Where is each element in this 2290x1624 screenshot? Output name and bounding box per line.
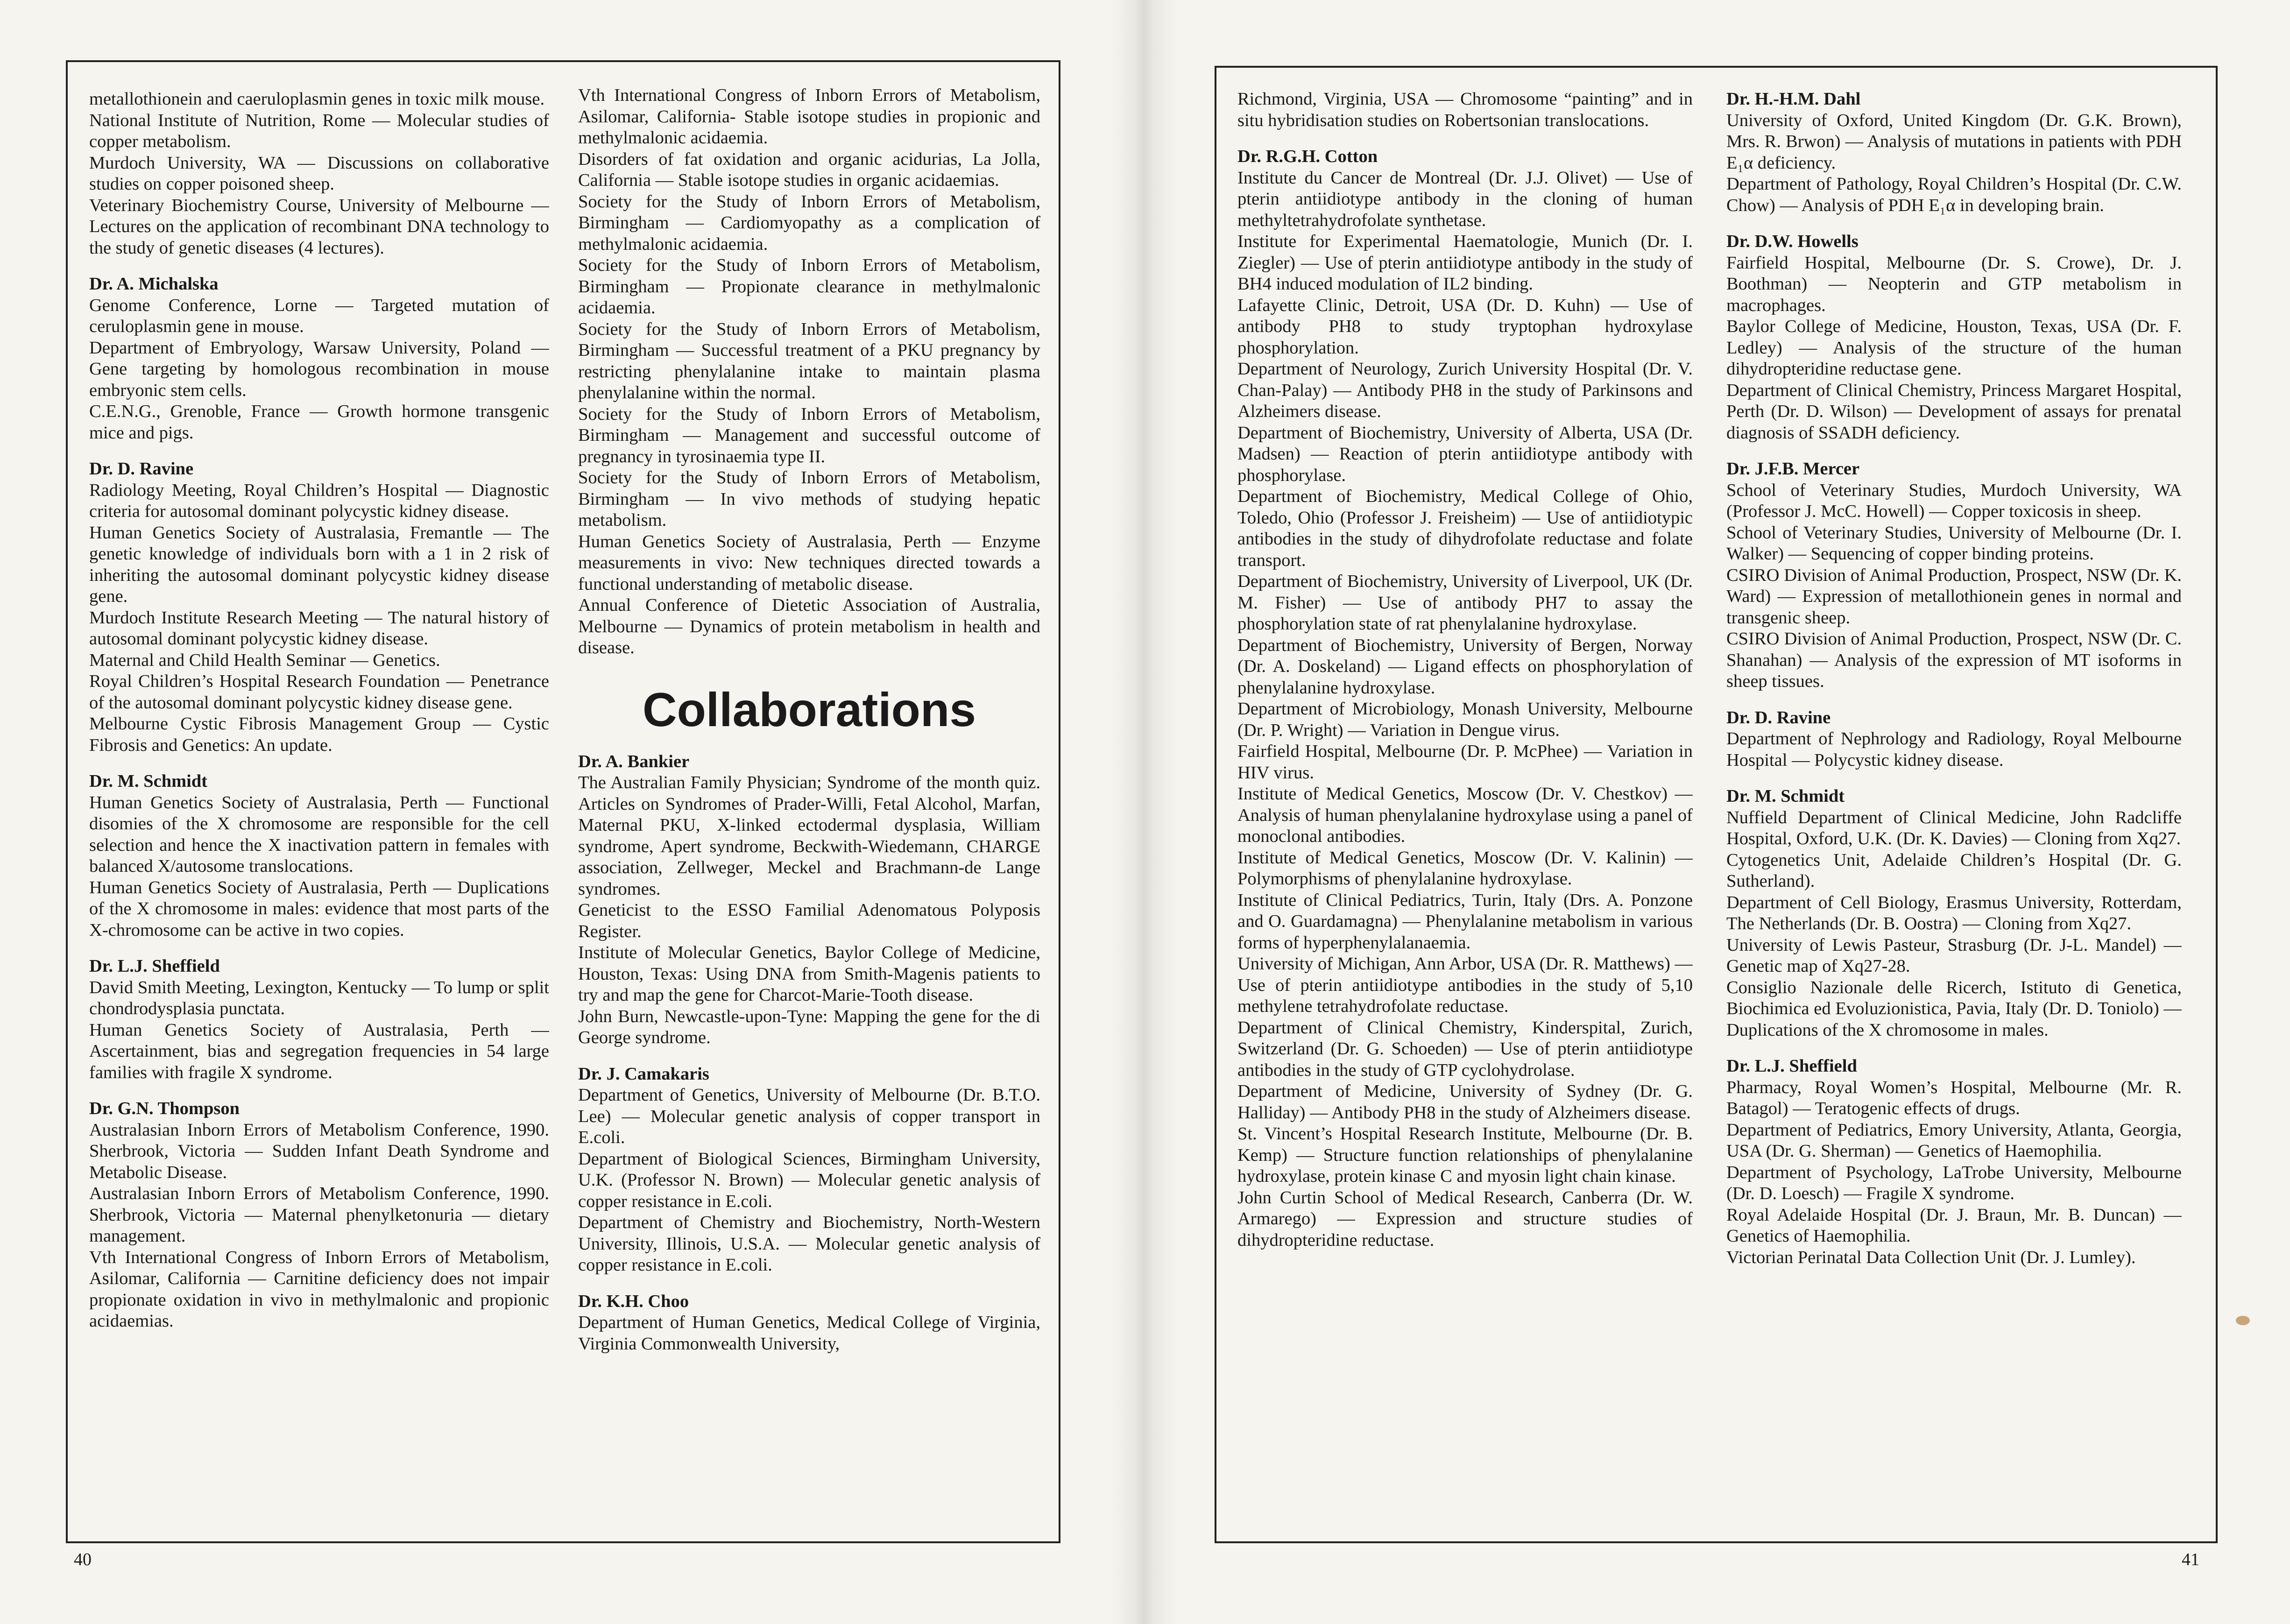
spacer: [1237, 131, 1693, 146]
person-entry-block: [578, 1291, 1040, 1355]
person-entry-block: [1726, 231, 2182, 444]
section-title: Collaborations: [642, 683, 976, 736]
continued-entry: Society for the Study of Inborn Errors of Metabolism, Birmingham — In vivo methods of studying hepatic metabolism.: [578, 468, 1040, 530]
continued-entry: Society for the Study of Inborn Errors of Metabolism, Birmingham — Propionate clearance in methylmalonic acidaemia.: [578, 255, 1040, 318]
continued-entry: Annual Conference of Dietetic Association of Australia, Melbourne — Dynamics of protein metabolism in health and disease.: [578, 595, 1040, 657]
person-name: Dr. H.-H.M. Dahl: [1726, 89, 1861, 109]
entry-text: Fairfield Hospital, Melbourne (Dr. P. McPhee) — Variation in HIV virus.: [1237, 741, 1693, 783]
continued-entry: Human Genetics Society of Australasia, Perth — Enzyme measurements in vivo: New techniques directed towards a functional understanding of metabolic disease.: [578, 531, 1040, 594]
entry-text: Institute of Medical Genetics, Moscow (Dr. V. Chestkov) — Analysis of human phenylalanine hydroxylase using a panel of monoclonal antibodies.: [1237, 784, 1693, 846]
entry-text: Royal Children’s Hospital Research Foundation — Penetrance of the autosomal dominant polycystic kidney disease gene.: [89, 671, 549, 713]
entry-text: Nuffield Department of Clinical Medicine, John Radcliffe Hospital, Oxford, U.K. (Dr. K. Davies) — Cloning from Xq27.: [1726, 807, 2182, 848]
entry-text: Department of Embryology, Warsaw University, Poland — Gene targeting by homologous recombination in mouse embryonic stem cells.: [89, 338, 549, 400]
person-entry-block: [1726, 89, 2182, 216]
entry-text: Department of Chemistry and Biochemistry, North-Western University, Illinois, U.S.A. — Molecular genetic analysis of copper resistance in E.coli.: [578, 1213, 1040, 1275]
person-entry-block: [578, 1064, 1040, 1276]
entry-text: CSIRO Division of Animal Production, Prospect, NSW (Dr. K. Ward) — Expression of metallothionein genes in normal and transgenic sheep.: [1726, 565, 2182, 628]
person-entry-block: [1726, 786, 2182, 1041]
entry-text: Department of Neurology, Zurich University Hospital (Dr. V. Chan-Palay) — Antibody PH8 in the study of Parkinsons and Alzheimers disease.: [1237, 359, 1693, 421]
person-name: Dr. R.G.H. Cotton: [1237, 147, 1378, 166]
entry-text: Human Genetics Society of Australasia, Perth — Duplications of the X chromosome in males: evidence that most parts of the X-chromosome can be active in two copies.: [89, 877, 549, 940]
continued-entry: Society for the Study of Inborn Errors of Metabolism, Birmingham — Successful treatment of a PKU pregnancy by restricting phenylalanine intake to maintain plasma phenylalanine within the normal.: [578, 319, 1040, 402]
entry-text: Australasian Inborn Errors of Metabolism Conference, 1990. Sherbrook, Victoria — Maternal phenylketonuria — dietary management.: [89, 1184, 549, 1246]
person-entry-block: [89, 771, 549, 941]
person-entry-block: [89, 274, 549, 444]
person-name: Dr. G.N. Thompson: [89, 1099, 240, 1118]
person-name: Dr. D. Ravine: [1726, 707, 1831, 727]
entry-text: Human Genetics Society of Australasia, Perth — Ascertainment, bias and segregation frequencies in 54 large families with fragile X syndrome.: [89, 1020, 549, 1082]
person-entry-block: [578, 751, 1040, 1049]
entry-text: Department of Biochemistry, University of Alberta, USA (Dr. Madsen) — Reaction of pterin antiidiotype antibody with phosphorylase.: [1237, 423, 1693, 485]
person-entry-block: [89, 459, 549, 756]
entry-text: Department of Nephrology and Radiology, Royal Melbourne Hospital — Polycystic kidney disease.: [1726, 729, 2182, 770]
continued-entry: Disorders of fat oxidation and organic acidurias, La Jolla, California — Stable isotope studies in organic acidaemias.: [578, 149, 1040, 190]
entry-text: David Smith Meeting, Lexington, Kentucky — To lump or split chondrodysplasia punctata.: [89, 977, 549, 1018]
entry-text: Department of Microbiology, Monash University, Melbourne (Dr. P. Wright) — Variation in Dengue virus.: [1237, 699, 1693, 740]
person-name: Dr. J.F.B. Mercer: [1726, 459, 1860, 479]
entry-text: Maternal and Child Health Seminar — Genetics.: [89, 650, 440, 670]
entry-text: Institute of Medical Genetics, Moscow (Dr. V. Kalinin) — Polymorphisms of phenylalanine hydroxylase.: [1237, 847, 1693, 889]
person-entry-block: [1726, 459, 2182, 692]
person-name: Dr. K.H. Choo: [578, 1291, 689, 1311]
entry-text: C.E.N.G., Grenoble, France — Growth hormone transgenic mice and pigs.: [89, 402, 549, 443]
entry-text: Department of Cell Biology, Erasmus University, Rotterdam, The Netherlands (Dr. B. Oostra) — Cloning from Xq27.: [1726, 892, 2182, 933]
entry-text: Vth International Congress of Inborn Errors of Metabolism, Asilomar, California — Carnitine deficiency does not impair propionate oxidation in vivo in methylmalonic and propionic acidaemias.: [89, 1247, 549, 1331]
entry-text: Lafayette Clinic, Detroit, USA (Dr. D. Kuhn) — Use of antibody PH8 to study tryptophan hydroxylase phosphorylation.: [1237, 295, 1693, 358]
entry-text: Institute for Experimental Haematologie, Munich (Dr. I. Ziegler) — Use of pterin antiidiotype antibody in the study of BH4 induced modulation of IL2 binding.: [1237, 232, 1693, 294]
page-fold-shadow: [1111, 0, 1177, 1624]
entry-text: The Australian Family Physician; Syndrome of the month quiz. Articles on Syndromes of Prader-Willi, Fetal Alcohol, Marfan, Maternal PKU, X-linked ectodermal dysplasia, William syndrome, Apert syndrome, Beckwith-Wiedemann, CHARGE association, Zellweger, Meckel and Brachmann-de Lange syndromes.: [578, 773, 1040, 899]
entry-text: Australasian Inborn Errors of Metabolism Conference, 1990. Sherbrook, Victoria — Sudden Infant Death Syndrome and Metabolic Disease.: [89, 1120, 549, 1182]
spacer: [578, 659, 1040, 674]
entry-text: Murdoch Institute Research Meeting — The natural history of autosomal dominant polycystic kidney disease.: [89, 607, 549, 649]
entry-text: Department of Medicine, University of Sydney (Dr. G. Halliday) — Antibody PH8 in the study of Alzheimers disease.: [1237, 1081, 1693, 1123]
continued-entry: Murdoch University, WA — Discussions on collaborative studies on copper poisoned sheep.: [89, 153, 549, 194]
entry-text: Genome Conference, Lorne — Targeted mutation of ceruloplasmin gene in mouse.: [89, 295, 549, 336]
entry-text: School of Veterinary Studies, Murdoch University, WA (Professor J. McC. Howell) — Copper toxicosis in sheep.: [1726, 480, 2182, 521]
person-name: Dr. A. Bankier: [578, 751, 690, 771]
continued-entry: metallothionein and caeruloplasmin genes in toxic milk mouse.: [89, 89, 545, 109]
entry-text: Institute du Cancer de Montreal (Dr. J.J. Olivet) — Use of pterin antiidiotype antibody in the cloning of human methyltetrahydrofolate synthetase.: [1237, 168, 1693, 230]
entry-text: Department of Biochemistry, Medical College of Ohio, Toledo, Ohio (Professor J. Freisheim) — Use of antiidiotypic antibodies in the study of dihydrofolate reductase and folate transport.: [1237, 487, 1693, 570]
person-name: Dr. D.W. Howells: [1726, 232, 1859, 251]
right-page-column-2: [1726, 89, 2182, 1532]
continued-entry: Vth International Congress of Inborn Errors of Metabolism, Asilomar, California- Stable isotope studies in propionic and methylmalonic acidaemia.: [578, 85, 1040, 148]
entry-text: Institute of Molecular Genetics, Baylor College of Medicine, Houston, Texas: Using DNA from Smith-Magenis patients to try and map the gene for Charcot-Marie-Tooth disease.: [578, 943, 1040, 1005]
entry-text: Cytogenetics Unit, Adelaide Children’s Hospital (Dr. G. Sutherland).: [1726, 850, 2182, 891]
entry-text: Pharmacy, Royal Women’s Hospital, Melbourne (Mr. R. Batagol) — Teratogenic effects of drugs.: [1726, 1077, 2182, 1118]
left-page-column-2: [578, 85, 1040, 1532]
right-page-column-1: [1237, 89, 1693, 1532]
entry-text: Department of Biochemistry, University of Bergen, Norway (Dr. A. Doskeland) — Ligand effects on phosphorylation of phenylalanine hydroxylase.: [1237, 635, 1693, 698]
entry-text: Department of Genetics, University of Melbourne (Dr. B.T.O. Lee) — Molecular genetic analysis of copper transport in E.coli.: [578, 1085, 1040, 1147]
entry-text: John Curtin School of Medical Research, Canberra (Dr. W. Armarego) — Expression and structure studies of dihydropteridine reductase.: [1237, 1187, 1693, 1250]
entry-text: St. Vincent’s Hospital Research Institute, Melbourne (Dr. B. Kemp) — Structure function relationships of phenylalanine hydroxylase, protein kinase C and myosin light chain kinase.: [1237, 1124, 1693, 1186]
entry-text: Consiglio Nazionale delle Ricerch, Istituto di Genetica, Biochimica ed Evoluzionistica, Pavia, Italy (Dr. D. Toniolo) — Duplications of the X chromosome in males.: [1726, 977, 2182, 1040]
entry-text: Victorian Perinatal Data Collection Unit (Dr. J. Lumley).: [1726, 1247, 2136, 1267]
continued-entry: Society for the Study of Inborn Errors of Metabolism, Birmingham — Cardiomyopathy as a complication of methylmalonic acidaemia.: [578, 191, 1040, 254]
entry-text: Department of Psychology, LaTrobe University, Melbourne (Dr. D. Loesch) — Fragile X syndrome.: [1726, 1162, 2182, 1203]
entry-text: University of Lewis Pasteur, Strasburg (Dr. J-L. Mandel) — Genetic map of Xq27-28.: [1726, 935, 2182, 976]
entry-text: Fairfield Hospital, Melbourne (Dr. S. Crowe), Dr. J. Boothman) — Neopterin and GTP metabolism in macrophages.: [1726, 253, 2182, 315]
entry-text: Department of Clinical Chemistry, Kinderspital, Zurich, Switzerland (Dr. G. Schoeden) — Use of pterin antiidiotype antibodies in the study of GTP cyclohydrolase.: [1237, 1017, 1693, 1080]
continued-entry: Society for the Study of Inborn Errors of Metabolism, Birmingham — Management and successful outcome of pregnancy in tyrosinaemia type II.: [578, 404, 1040, 466]
entry-text: Baylor College of Medicine, Houston, Texas, USA (Dr. F. Ledley) — Analysis of the structure of the human dihydropteridine reductase gene.: [1726, 317, 2182, 379]
entry-text: School of Veterinary Studies, University of Melbourne (Dr. I. Walker) — Sequencing of copper binding proteins.: [1726, 523, 2182, 564]
continued-entry: Richmond, Virginia, USA — Chromosome “painting” and in situ hybridisation studies on Robertsonian translocations.: [1237, 89, 1693, 130]
continued-entry: National Institute of Nutrition, Rome — Molecular studies of copper metabolism.: [89, 110, 549, 151]
entry-text: CSIRO Division of Animal Production, Prospect, NSW (Dr. C. Shanahan) — Analysis of the expression of MT isoforms in sheep tissues.: [1726, 629, 2182, 691]
entry-text: Royal Adelaide Hospital (Dr. J. Braun, Mr. B. Duncan) — Genetics of Haemophilia.: [1726, 1205, 2182, 1246]
person-name: Dr. D. Ravine: [89, 459, 194, 479]
entry-text: Department of Biological Sciences, Birmingham University, U.K. (Professor N. Brown) — Molecular genetic analysis of copper resistance in E.coli.: [578, 1149, 1040, 1211]
page-number-left: 40: [74, 1550, 92, 1569]
entry-text: Department of Human Genetics, Medical College of Virginia, Virginia Commonwealth University,: [578, 1313, 1040, 1354]
entry-text: Melbourne Cystic Fibrosis Management Group — Cystic Fibrosis and Genetics: An update.: [89, 714, 549, 755]
entry-text: Human Genetics Society of Australasia, Perth — Functional disomies of the X chromosome are responsible for the cell selection and hence the X inactivation pattern in females with balanced X/autosome translocations.: [89, 792, 549, 876]
person-name: Dr. M. Schmidt: [1726, 786, 1845, 806]
person-entry-block: [89, 1098, 549, 1332]
entry-text: Human Genetics Society of Australasia, Fremantle — The genetic knowledge of individuals born with a 1 in 2 risk of inheriting the autosomal dominant polycystic kidney disease gene.: [89, 523, 549, 606]
person-name: Dr. L.J. Sheffield: [1726, 1056, 1857, 1076]
person-name: Dr. A. Michalska: [89, 274, 219, 294]
continued-entry: Veterinary Biochemistry Course, University of Melbourne — Lectures on the application of recombinant DNA technology to the study of genetic diseases (4 lectures).: [89, 195, 549, 258]
person-name: Dr. J. Camakaris: [578, 1064, 709, 1084]
spacer: [89, 259, 549, 274]
entry-text: Institute of Clinical Pediatrics, Turin, Italy (Drs. A. Ponzone and O. Guardamagna) — Phenylalanine metabolism in various forms of hyperphenylalanaemia.: [1237, 890, 1693, 953]
left-page-column-1: [89, 89, 549, 1532]
entry-text: Department of Pediatrics, Emory University, Atlanta, Georgia, USA (Dr. G. Sherman) — Genetics of Haemophilia.: [1726, 1120, 2182, 1161]
entry-text: Department of Pathology, Royal Children’s Hospital (Dr. C.W. Chow) — Analysis of PDH E₁α in developing brain.: [1726, 174, 2182, 215]
entry-text: Radiology Meeting, Royal Children’s Hospital — Diagnostic criteria for autosomal dominant polycystic kidney disease.: [89, 480, 549, 521]
person-entry-block: [1237, 146, 1693, 1251]
entry-text: Department of Biochemistry, University of Liverpool, UK (Dr. M. Fisher) — Use of antibody PH7 to assay the phosphorylation state of rat phenylalanine hydroxylase.: [1237, 572, 1693, 634]
person-entry-block: [89, 956, 549, 1083]
person-name: Dr. L.J. Sheffield: [89, 956, 220, 976]
entry-text: Geneticist to the ESSO Familial Adenomatous Polyposis Register.: [578, 900, 1040, 941]
person-name: Dr. M. Schmidt: [89, 771, 208, 791]
entry-text: University of Oxford, United Kingdom (Dr. G.K. Brown), Mrs. R. Brwon) — Analysis of mutations in patients with PDH E₁α deficiency.: [1726, 110, 2182, 173]
entry-text: John Burn, Newcastle-upon-Tyne: Mapping the gene for the di George syndrome.: [578, 1006, 1040, 1047]
entry-text: Department of Clinical Chemistry, Princess Margaret Hospital, Perth (Dr. D. Wilson) — Development of assays for prenatal diagnosis of SSADH deficiency.: [1726, 380, 2182, 443]
entry-text: University of Michigan, Ann Arbor, USA (Dr. R. Matthews) — Use of pterin antiidiotype antibodies in the study of 5,10 methylene tetrahydrofolate reductase.: [1237, 954, 1693, 1016]
person-entry-block: [1726, 1056, 2182, 1268]
page-number-right: 41: [2182, 1550, 2199, 1569]
paper-smudge: [2236, 1316, 2250, 1325]
person-entry-block: [1726, 707, 2182, 771]
